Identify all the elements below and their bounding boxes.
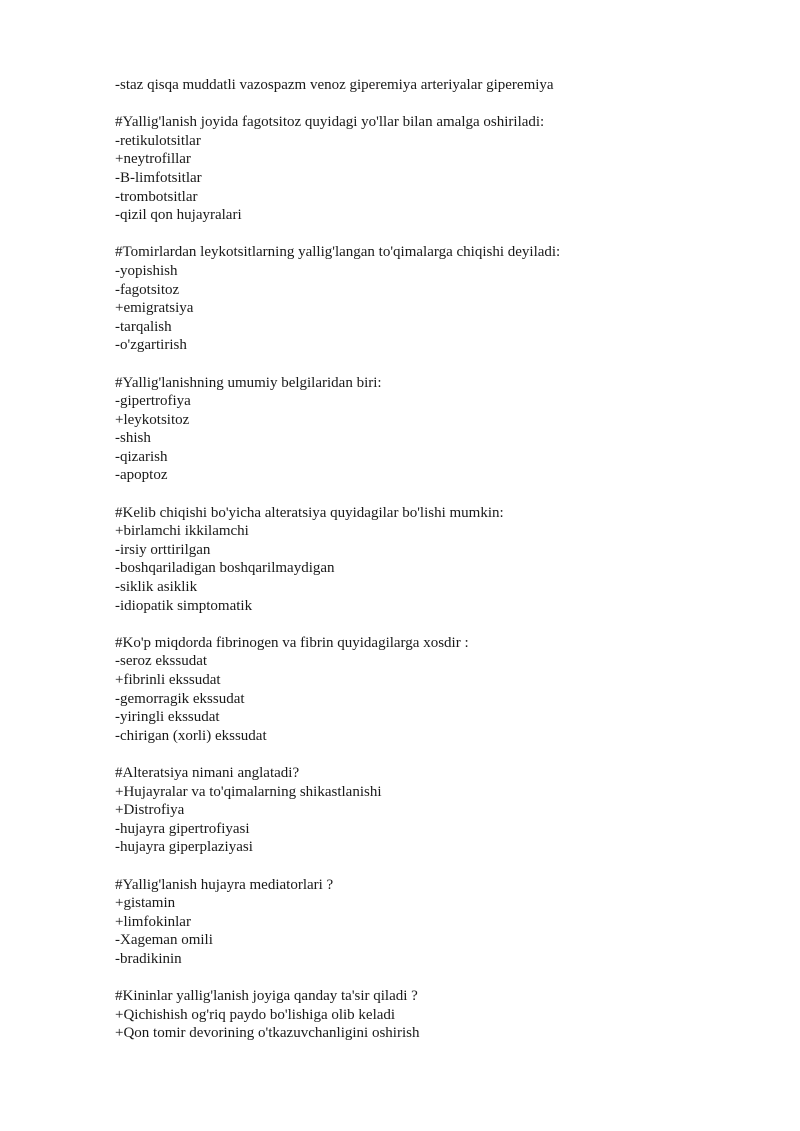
question-block bbox=[115, 764, 775, 857]
wrong-answer-option: -siklik asiklik bbox=[115, 579, 198, 596]
document-page bbox=[115, 76, 775, 1043]
wrong-answer-option: -apoptoz bbox=[115, 467, 168, 484]
question-block bbox=[115, 374, 775, 486]
question-text: #Kininlar yallig'lanish joyiga qanday ta'sir qiladi ? bbox=[115, 988, 418, 1005]
wrong-answer-option: -seroz ekssudat bbox=[115, 653, 208, 670]
question-text: #Yallig'lanish hujayra mediatorlari ? bbox=[115, 876, 334, 893]
correct-answer-option: +neytrofillar bbox=[115, 151, 191, 168]
question-block bbox=[115, 76, 775, 95]
correct-answer-option: +fibrinli ekssudat bbox=[115, 672, 221, 688]
question-text: #Yallig'lanishning umumiy belgilaridan biri: bbox=[115, 374, 382, 391]
wrong-answer-option: -yiringli ekssudat bbox=[115, 709, 220, 726]
wrong-answer-option: -boshqariladigan boshqarilmaydigan bbox=[115, 560, 335, 577]
wrong-answer-option: -qizarish bbox=[115, 448, 168, 465]
correct-answer-option: +gistamin bbox=[115, 895, 176, 912]
wrong-answer-option: -o'zgartirish bbox=[115, 337, 187, 354]
wrong-answer-option: -fagotsitoz bbox=[115, 281, 180, 298]
wrong-answer-option: -qizil qon hujayralari bbox=[115, 207, 242, 224]
wrong-answer-option: -hujayra giperplaziyasi bbox=[115, 839, 253, 856]
question-text: #Yallig'lanish joyida fagotsitoz quyidagi yo'llar bilan amalga oshiriladi: bbox=[115, 114, 545, 131]
wrong-answer-option: -hujayra gipertrofiyasi bbox=[115, 820, 250, 837]
question-block bbox=[115, 634, 775, 746]
wrong-answer-option: -irsiy orttirilgan bbox=[115, 541, 211, 558]
wrong-answer-option: -chirigan (xorli) ekssudat bbox=[115, 727, 267, 744]
question-block bbox=[115, 113, 775, 225]
question-block bbox=[115, 504, 775, 616]
question-text: #Tomirlardan leykotsitlarning yallig'langan to'qimalarga chiqishi deyiladi: bbox=[115, 244, 561, 261]
wrong-answer-option: -retikulotsitlar bbox=[115, 132, 201, 149]
correct-answer-option: +emigratsiya bbox=[115, 300, 194, 317]
wrong-answer-option: -shish bbox=[115, 430, 151, 447]
wrong-answer-option: -B-limfotsitlar bbox=[115, 169, 202, 186]
question-text: #Alteratsiya nimani anglatadi? bbox=[115, 764, 300, 781]
correct-answer-option: +birlamchi ikkilamchi bbox=[115, 523, 249, 540]
question-block bbox=[115, 876, 775, 969]
wrong-answer-option: -gemorragik ekssudat bbox=[115, 690, 245, 707]
correct-answer-option: +limfokinlar bbox=[115, 913, 191, 930]
question-text: #Kelib chiqishi bo'yicha alteratsiya quyidagilar bo'lishi mumkin: bbox=[115, 504, 504, 521]
wrong-answer-option: -idiopatik simptomatik bbox=[115, 597, 253, 614]
question-text: #Ko'p miqdorda fibrinogen va fibrin quyidagilarga xosdir : bbox=[115, 634, 469, 651]
wrong-answer-option: -trombotsitlar bbox=[115, 188, 198, 205]
correct-answer-option: +Qon tomir devorining o'tkazuvchanligini oshirish bbox=[115, 1025, 420, 1042]
correct-answer-option: +Distrofiya bbox=[115, 802, 185, 819]
wrong-answer-option: -yopishish bbox=[115, 262, 178, 279]
question-block bbox=[115, 243, 775, 355]
correct-answer-option: +leykotsitoz bbox=[115, 411, 190, 428]
wrong-answer-option: -Xageman omili bbox=[115, 932, 213, 949]
question-block bbox=[115, 987, 775, 1043]
wrong-answer-option: -staz qisqa muddatli vazospazm venoz giperemiya arteriyalar giperemiya bbox=[115, 77, 554, 93]
correct-answer-option: +Hujayralar va to'qimalarning shikastlanishi bbox=[115, 783, 382, 800]
wrong-answer-option: -bradikinin bbox=[115, 950, 182, 967]
wrong-answer-option: -gipertrofiya bbox=[115, 393, 191, 410]
wrong-answer-option: -tarqalish bbox=[115, 318, 172, 335]
correct-answer-option: +Qichishish og'riq paydo bo'lishiga olib keladi bbox=[115, 1006, 396, 1023]
